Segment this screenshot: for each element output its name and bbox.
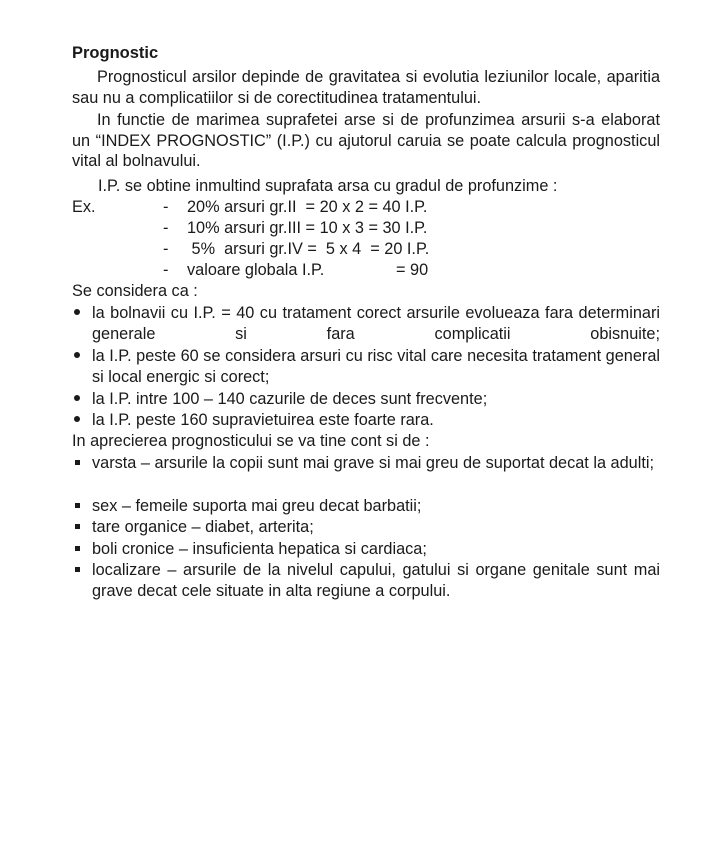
considera-label: Se considera ca : xyxy=(72,282,198,300)
square-bullet-icon xyxy=(72,560,92,581)
example-dash: - xyxy=(163,198,169,216)
example-row: 20% arsuri gr.II = 20 x 2 = 40 I.P. xyxy=(187,198,428,216)
section-title: Prognostic xyxy=(72,44,159,62)
bullet-icon xyxy=(72,389,92,410)
list-item-text: boli cronice – insuficienta hepatica si cardiaca; xyxy=(92,540,427,558)
apreciere-label: In aprecierea prognosticului se va tine cont si de : xyxy=(72,432,430,450)
list-item-text: la I.P. peste 60 se considera arsuri cu risc vital care necesita tratament general si local energic si corect; xyxy=(92,347,660,386)
example-row: valoare globala I.P. xyxy=(187,261,325,279)
example-row-value: = 90 xyxy=(396,261,429,279)
example-dash: - xyxy=(163,240,169,258)
square-bullet-icon xyxy=(72,517,92,538)
list-item xyxy=(72,453,660,474)
list-item xyxy=(72,410,660,431)
example-label: Ex. xyxy=(72,198,96,216)
list-item-text: localizare – arsurile de la nivelul capului, gatului si organe genitale sunt mai grave decat cele situate in alta regiune a corpului. xyxy=(92,561,660,600)
list-item xyxy=(72,517,660,538)
list-item xyxy=(72,346,660,387)
paragraph-prognosis-intro: Prognosticul arsilor depinde de gravitatea si evolutia leziunilor locale, aparitia sau nu a complicatiilor si de corectitudinea tratamentului. xyxy=(72,68,660,107)
list-item xyxy=(72,560,660,601)
list-item-text: sex – femeile suporta mai greu decat barbatii; xyxy=(92,497,422,515)
bullet-icon xyxy=(72,346,92,367)
example-row: 5% arsuri gr.IV = 5 x 4 = 20 I.P. xyxy=(187,240,430,258)
list-item-text: tare organice – diabet, arterita; xyxy=(92,518,314,536)
list-item xyxy=(72,496,660,517)
list-item-text: la I.P. intre 100 – 140 cazurile de deces sunt frecvente; xyxy=(92,390,488,408)
ip-intro-line: I.P. se obtine inmultind suprafata arsa cu gradul de profunzime : xyxy=(98,177,558,195)
paragraph-index-prognostic: In functie de marimea suprafetei arse si de profunzimea arsurii s-a elaborat un “INDEX PROGNOSTIC” (I.P.) cu ajutorul caruia se poate calcula prognosticul vital al bolnavului. xyxy=(72,111,660,170)
example-row: 10% arsuri gr.III = 10 x 3 = 30 I.P. xyxy=(187,219,428,237)
square-bullet-icon xyxy=(72,539,92,560)
list-item xyxy=(72,389,660,410)
square-bullet-icon xyxy=(72,453,92,474)
bullet-icon xyxy=(72,303,92,324)
list-item xyxy=(72,303,660,344)
square-bullet-icon xyxy=(72,496,92,517)
example-dash: - xyxy=(163,261,169,279)
example-dash: - xyxy=(163,219,169,237)
list-item-text: la I.P. peste 160 supravietuirea este foarte rara. xyxy=(92,411,434,429)
list-item-text: la bolnavii cu I.P. = 40 cu tratament corect arsurile evolueaza fara determinari generale si fara complicatii obisnuite; xyxy=(92,304,660,343)
list-item-text: varsta – arsurile la copii sunt mai grave si mai greu de suportat decat la adulti; xyxy=(92,454,654,472)
bullet-icon xyxy=(72,410,92,431)
list-item xyxy=(72,539,660,560)
